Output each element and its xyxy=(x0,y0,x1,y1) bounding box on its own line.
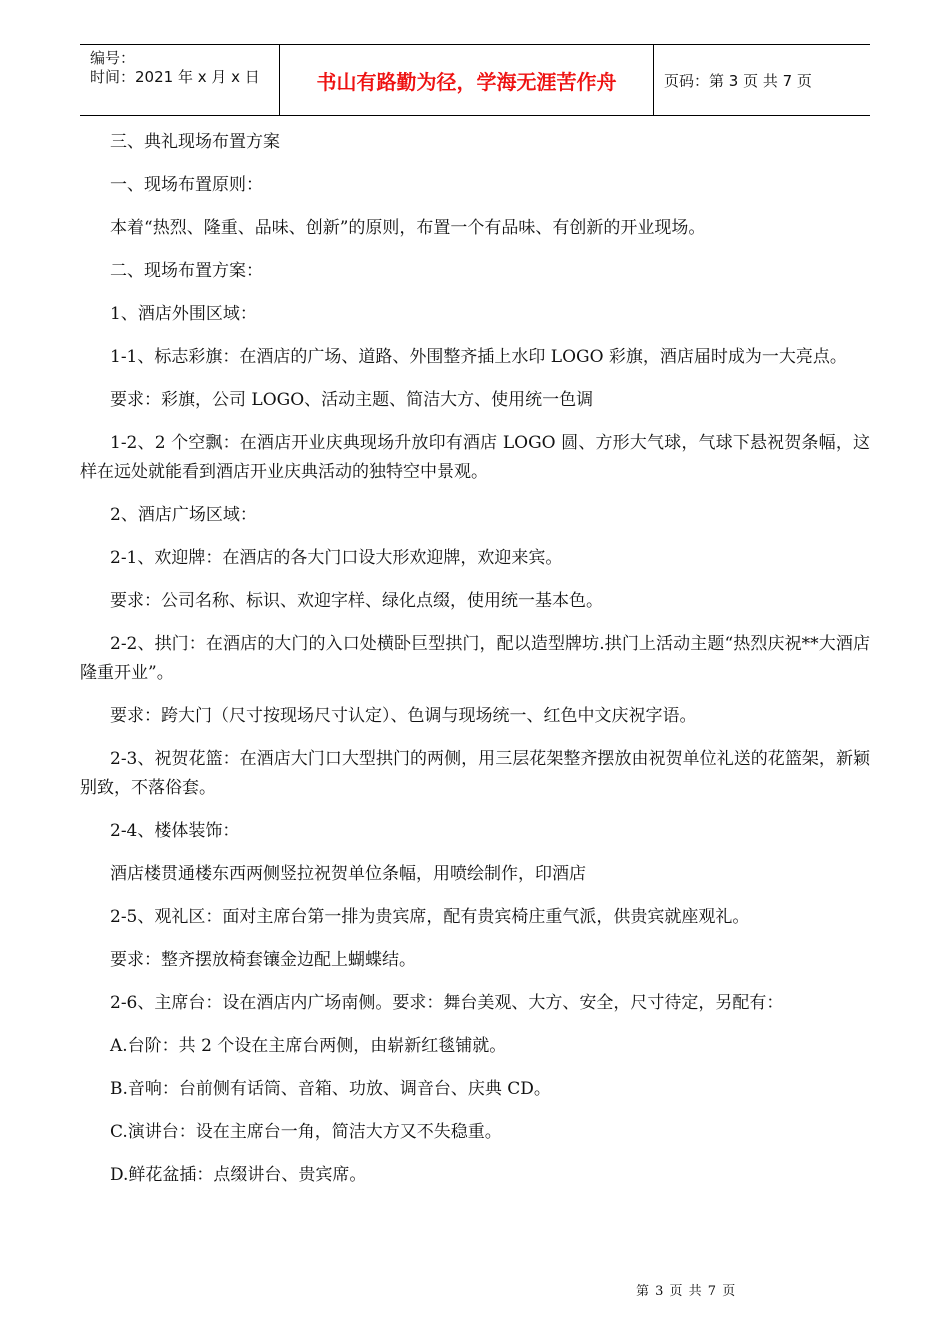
paragraph: 酒店楼贯通楼东西两侧竖拉祝贺单位条幅，用喷绘制作，印酒店 xyxy=(110,864,586,884)
header-motto: 书山有路勤为径，学海无涯苦作舟 xyxy=(280,45,654,115)
paragraph: 本着“热烈、隆重、品味、创新”的原则，布置一个有品味、有创新的开业现场。 xyxy=(110,218,706,238)
document-time-label: 时间：2021 年 x 月 x 日 xyxy=(90,68,260,86)
paragraph: 2-1、欢迎牌：在酒店的各大门口设大形欢迎牌，欢迎来宾。 xyxy=(110,548,563,568)
header-meta xyxy=(80,45,280,115)
page-header xyxy=(80,44,870,116)
paragraph: 三、典礼现场布置方案 xyxy=(110,132,280,152)
paragraph: 2-6、主席台：设在酒店内广场南侧。要求：舞台美观、大方、安全，尺寸待定，另配有： xyxy=(110,993,784,1013)
paragraph: D.鲜花盆插：点缀讲台、贵宾席。 xyxy=(110,1165,367,1185)
document-number-label: 编号： xyxy=(90,49,136,67)
paragraph: 要求：公司名称、标识、欢迎字样、绿化点缀，使用统一基本色。 xyxy=(110,591,603,611)
paragraph: 要求：整齐摆放椅套镶金边配上蝴蝶结。 xyxy=(110,950,416,970)
paragraph: 要求：彩旗，公司 LOGO、活动主题、简洁大方、使用统一色调 xyxy=(110,390,594,410)
paragraph: 2、酒店广场区域： xyxy=(110,505,257,525)
header-page-info: 页码：第 3 页 共 7 页 xyxy=(664,71,812,90)
paragraph: 1-2、2 个空飘：在酒店开业庆典现场升放印有酒店 LOGO 圆、方形大气球，气球下悬祝贺条幅，这样在远处就能看到酒店开业庆典活动的独特空中景观。 xyxy=(80,433,870,482)
paragraph: 2-2、拱门：在酒店的大门的入口处横卧巨型拱门，配以造型牌坊.拱门上活动主题“热烈庆祝**大酒店隆重开业”。 xyxy=(80,634,870,683)
paragraph: 1、酒店外围区域： xyxy=(110,304,257,324)
paragraph: 要求：跨大门（尺寸按现场尺寸认定）、色调与现场统一、红色中文庆祝字语。 xyxy=(110,706,697,726)
paragraph: 2-5、观礼区：面对主席台第一排为贵宾席，配有贵宾椅庄重气派，供贵宾就座观礼。 xyxy=(110,907,750,927)
paragraph: 二、现场布置方案： xyxy=(110,261,263,281)
paragraph: 一、现场布置原则： xyxy=(110,175,263,195)
paragraph: 2-3、祝贺花篮：在酒店大门口大型拱门的两侧，用三层花架整齐摆放由祝贺单位礼送的花篮架，新颖别致，不落俗套。 xyxy=(80,749,870,798)
paragraph: C.演讲台：设在主席台一角，简洁大方又不失稳重。 xyxy=(110,1122,502,1142)
page-footer: 第 3 页 共 7 页 xyxy=(636,1284,737,1299)
paragraph: 1-1、标志彩旗：在酒店的广场、道路、外围整齐插上水印 LOGO 彩旗，酒店届时成为一大亮点。 xyxy=(110,347,847,367)
document-body xyxy=(80,128,870,1204)
paragraph: 2-4、楼体装饰： xyxy=(110,821,240,841)
paragraph: B.音响：台前侧有话筒、音箱、功放、调音台、庆典 CD。 xyxy=(110,1079,551,1099)
paragraph: A.台阶：共 2 个设在主席台两侧，由崭新红毯铺就。 xyxy=(110,1036,507,1056)
